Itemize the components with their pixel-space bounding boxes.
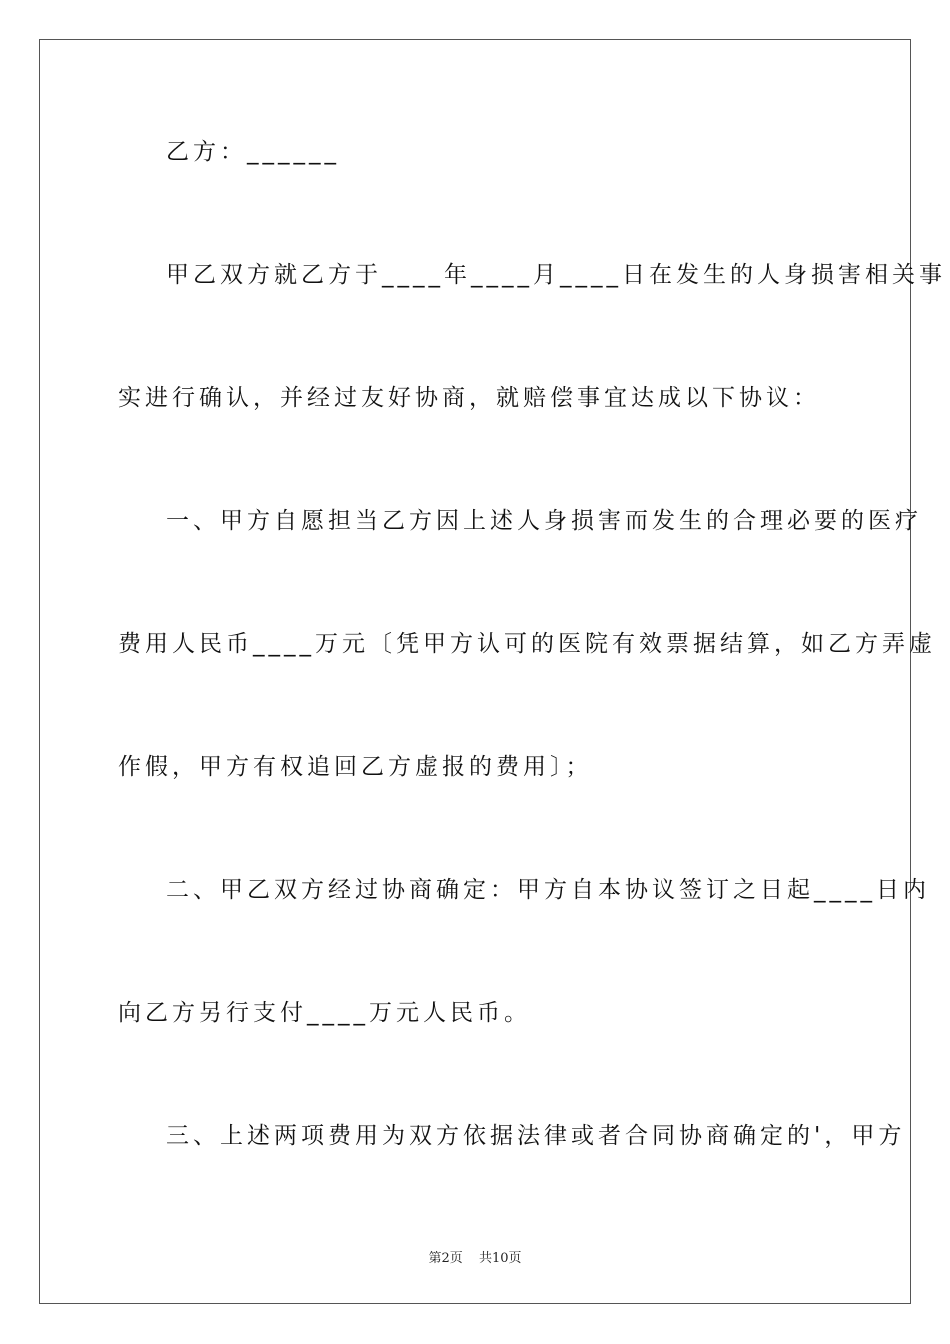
page-number: 第2页 [428,1251,463,1266]
clause-1-line-2: 费用人民币____万元〔凭甲方认可的医院有效票据结算，如乙方弄虚 [118,631,936,657]
page-footer [0,1247,950,1266]
party-b-line: 乙方：______ [166,139,340,165]
paragraph-intro-line-1: 甲乙双方就乙方于____年____月____日在发生的人身损害相关事 [166,262,946,288]
paragraph-intro-line-2: 实进行确认，并经过友好协商，就赔偿事宜达成以下协议： [118,385,820,411]
page-total: 共10页 [478,1251,522,1266]
clause-3-line-1: 三、上述两项费用为双方依据法律或者合同协商确定的'，甲方 [166,1123,906,1149]
page-frame [39,39,911,1304]
clause-2-line-1: 二、甲乙双方经过协商确定：甲方自本协议签订之日起____日内 [166,877,930,903]
clause-2-line-2: 向乙方另行支付____万元人民币。 [118,1000,531,1026]
clause-1-line-3: 作假，甲方有权追回乙方虚报的费用〕； [118,754,593,780]
clause-1-line-1: 一、甲方自愿担当乙方因上述人身损害而发生的合理必要的医疗 [166,508,922,534]
